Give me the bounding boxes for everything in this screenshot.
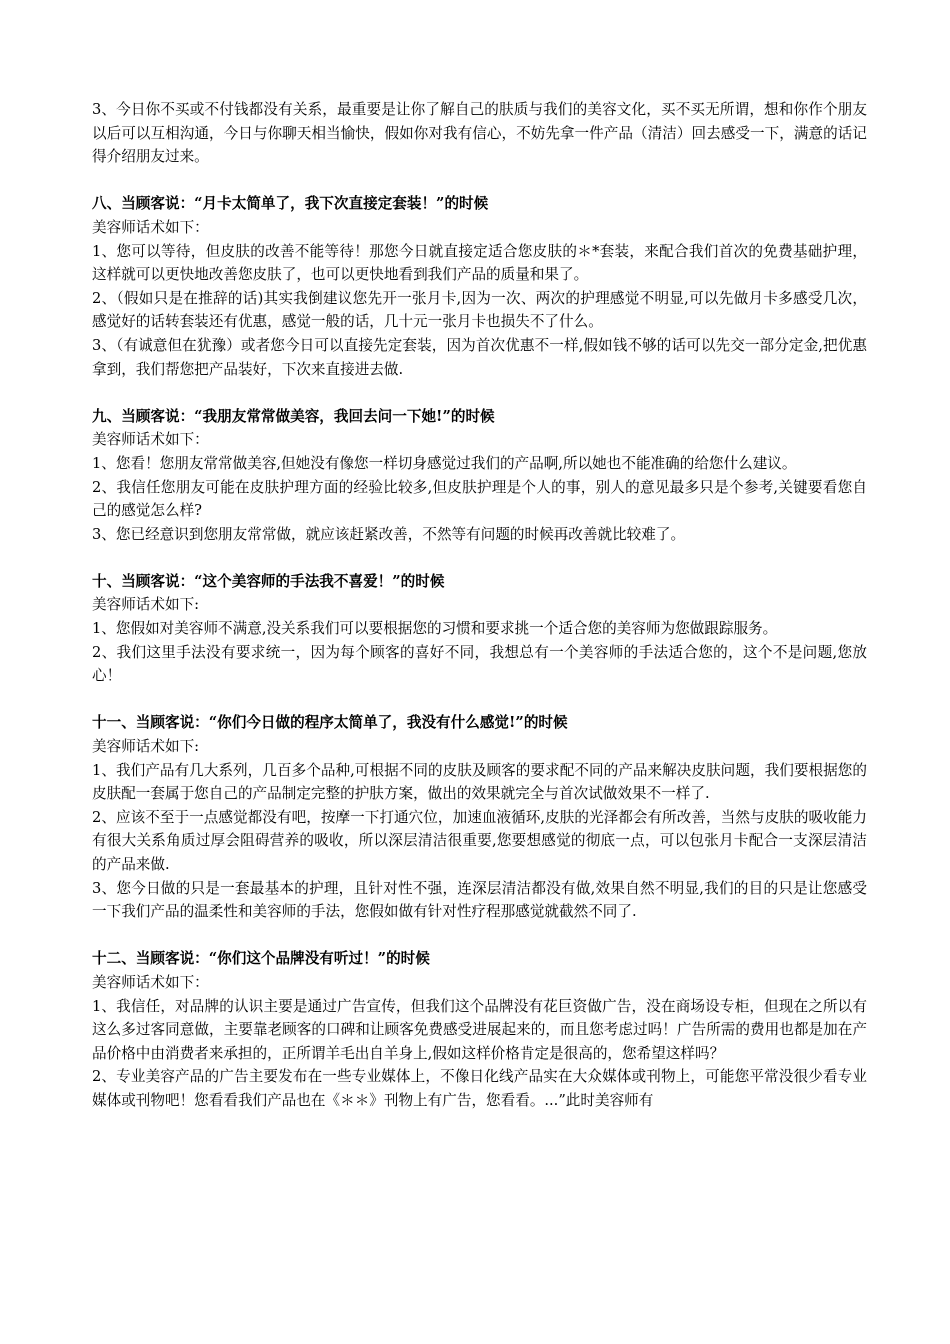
section-lead: 美容师话术如下:: [92, 596, 200, 614]
section-paragraph: 2、（假如只是在推辞的话)其实我倒建议您先开一张月卡,因为一次、两次的护理感觉不明显,可以先做月卡多感受几次，感觉好的话转套装还有优惠，感觉一般的话，几十元一张月卡也损失不了什么。: [92, 289, 867, 331]
section-9: [92, 405, 867, 547]
section-paragraph: 2、应该不至于一点感觉都没有吧，按摩一下打通穴位，加速血液循环,皮肤的光泽都会有所改善，当然与皮肤的吸收能力有很大关系角质过厚会阻碍营养的吸收，所以深层清洁很重要,您要想感觉的彻底一点，可以包张月卡配合一支深层清洁的产品来做.: [92, 808, 867, 873]
section-lead: 美容师话术如下：: [92, 973, 209, 991]
section-heading: 十、当顾客说：“这个美容师的手法我不喜爱！”的时候: [92, 572, 445, 590]
section-11: [92, 711, 867, 923]
section-heading: 十二、当顾客说：“你们这个品牌没有听过！”的时候: [92, 950, 430, 968]
section-10: [92, 570, 867, 688]
intro-paragraph: 3、今日你不买或不付钱都没有关系，最重要是让你了解自己的肤质与我们的美容文化，买不买无所谓，想和你作个朋友以后可以互相沟通，今日与你聊天相当愉快，假如你对我有信心，不妨先拿一件产品（清洁）回去感受一下，满意的话记得介绍朋友过来。: [92, 101, 867, 166]
section-paragraph: 1、您可以等待，但皮肤的改善不能等待！那您今日就直接定适合您皮肤的＊*套装，来配合我们首次的免费基础护理，这样就可以更快地改善您皮肤了，也可以更快地看到我们产品的质量和果了。: [92, 242, 867, 284]
section-12: [92, 947, 867, 1112]
section-paragraph: 3、您今日做的只是一套最基本的护理，且针对性不强，连深层清洁都没有做,效果自然不明显,我们的目的只是让您感受一下我们产品的温柔性和美容师的手法，您假如做有针对性疗程那感觉就截然不同了.: [92, 879, 867, 921]
section-paragraph: 3、您已经意识到您朋友常常做，就应该赶紧改善，不然等有问题的时候再改善就比较难了。: [92, 525, 686, 543]
section-paragraph: 2、我们这里手法没有要求统一，因为每个顾客的喜好不同，我想总有一个美容师的手法适合您的，这个不是问题,您放心！: [92, 643, 867, 685]
document-page: [92, 98, 867, 1113]
section-paragraph: 1、您假如对美容师不满意,没关系我们可以要根据您的习惯和要求挑一个适合您的美容师为您做跟踪服务。: [92, 620, 778, 638]
section-paragraph: 3、（有诚意但在犹豫）或者您今日可以直接先定套装，因为首次优惠不一样,假如钱不够的话可以先交一部分定金,把优惠拿到，我们帮您把产品装好，下次来直接进去做.: [92, 336, 867, 378]
section-paragraph: 2、专业美容产品的广告主要发布在一些专业媒体上，不像日化线产品实在大众媒体或刊物上，可能您平常没很少看专业媒体或刊物吧！您看看我们产品也在《＊＊》刊物上有广告，您看看。...”此时美容师有: [92, 1068, 867, 1109]
section-lead: 美容师话术如下:: [92, 738, 200, 756]
section-paragraph: 1、您看！您朋友常常做美容,但她没有像您一样切身感觉过我们的产品啊,所以她也不能准确的给您什么建议。: [92, 454, 797, 472]
section-heading: 九、当顾客说：“我朋友常常做美容，我回去问一下她!”的时候: [92, 407, 495, 425]
section-paragraph: 2、我信任您朋友可能在皮肤护理方面的经验比较多,但皮肤护理是个人的事，别人的意见最多只是个参考,关键要看您自己的感觉怎么样?: [92, 478, 867, 520]
section-heading: 十一、当顾客说：“你们今日做的程序太简单了，我没有什么感觉!”的时候: [92, 714, 568, 732]
section-lead: 美容师话术如下：: [92, 431, 209, 449]
section-heading: 八、当顾客说：“月卡太简单了，我下次直接定套装！”的时候: [92, 195, 489, 213]
section-paragraph: 1、我信任，对品牌的认识主要是通过广告宣传，但我们这个品牌没有花巨资做广告，没在商场设专柜，但现在之所以有这么多过客同意做，主要靠老顾客的口碑和让顾客免费感受进展起来的，而且您考虑过吗！广告所需的费用也都是加在产品价格中由消费者来承担的，正所谓羊毛出自羊身上,假如这样价格肯定是很高的，您希望这样吗？: [92, 997, 867, 1062]
section-lead: 美容师话术如下：: [92, 218, 209, 236]
section-8: [92, 192, 867, 381]
intro-block: [92, 98, 867, 169]
section-paragraph: 1、我们产品有几大系列，几百多个品种,可根据不同的皮肤及顾客的要求配不同的产品来解决皮肤问题，我们要根据您的皮肤配一套属于您自己的产品制定完整的护肤方案，做出的效果就完全与首次试做效果不一样了.: [92, 761, 867, 803]
